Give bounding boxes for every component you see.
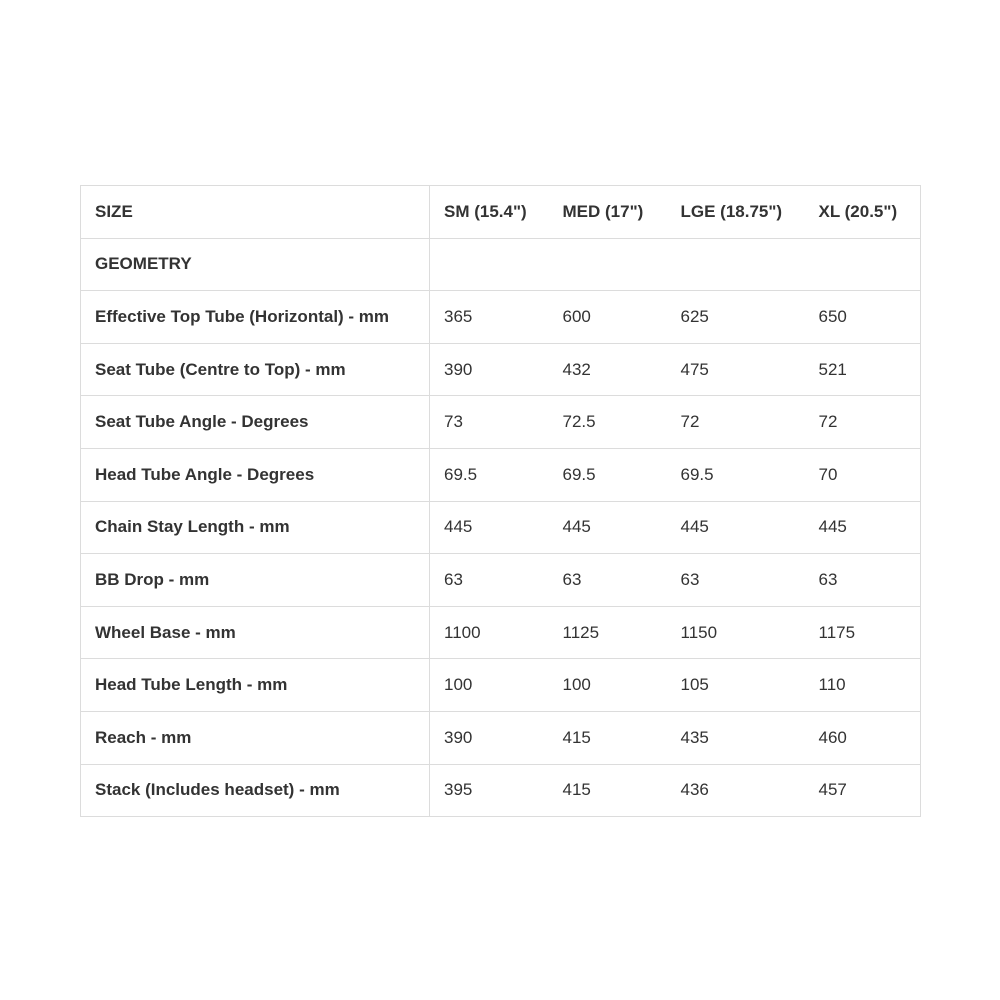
row-label: Stack (Includes headset) - mm	[81, 764, 430, 817]
section-label: GEOMETRY	[81, 238, 430, 291]
section-row	[81, 238, 921, 291]
cell-sm: 69.5	[430, 448, 549, 501]
size-header-lge: LGE (18.75")	[667, 186, 805, 239]
row-label: Wheel Base - mm	[81, 606, 430, 659]
cell-xl: 72	[805, 396, 921, 449]
cell-xl: 70	[805, 448, 921, 501]
cell-lge: 625	[667, 291, 805, 344]
cell-lge: 69.5	[667, 448, 805, 501]
table-row	[81, 501, 921, 554]
cell-lge: 445	[667, 501, 805, 554]
table-row	[81, 659, 921, 712]
cell-med: 445	[549, 501, 667, 554]
cell-med: 69.5	[549, 448, 667, 501]
cell-lge: 72	[667, 396, 805, 449]
cell-sm: 1100	[430, 606, 549, 659]
size-header-med: MED (17")	[549, 186, 667, 239]
size-header-sm: SM (15.4")	[430, 186, 549, 239]
cell-xl: 63	[805, 554, 921, 607]
cell-xl: 650	[805, 291, 921, 344]
cell-xl: 457	[805, 764, 921, 817]
cell-sm: 73	[430, 396, 549, 449]
cell-med: 415	[549, 711, 667, 764]
table-row	[81, 554, 921, 607]
cell-xl: 110	[805, 659, 921, 712]
row-label: Effective Top Tube (Horizontal) - mm	[81, 291, 430, 344]
cell-med: 1125	[549, 606, 667, 659]
table-row	[81, 606, 921, 659]
cell-lge: 63	[667, 554, 805, 607]
row-label: Seat Tube Angle - Degrees	[81, 396, 430, 449]
row-label: BB Drop - mm	[81, 554, 430, 607]
cell-xl: 460	[805, 711, 921, 764]
cell-xl: 445	[805, 501, 921, 554]
row-label: Seat Tube (Centre to Top) - mm	[81, 343, 430, 396]
table-row	[81, 711, 921, 764]
cell-med: 432	[549, 343, 667, 396]
table-row	[81, 343, 921, 396]
cell-lge: 475	[667, 343, 805, 396]
cell-sm: 63	[430, 554, 549, 607]
cell-med: 600	[549, 291, 667, 344]
table-row	[81, 448, 921, 501]
cell-med: 63	[549, 554, 667, 607]
cell-lge: 435	[667, 711, 805, 764]
table-row	[81, 291, 921, 344]
size-header-label: SIZE	[81, 186, 430, 239]
row-label: Chain Stay Length - mm	[81, 501, 430, 554]
cell-med: 72.5	[549, 396, 667, 449]
cell-sm: 395	[430, 764, 549, 817]
cell-lge: 436	[667, 764, 805, 817]
cell-sm: 100	[430, 659, 549, 712]
cell-xl: 1175	[805, 606, 921, 659]
cell-sm: 445	[430, 501, 549, 554]
geometry-table	[80, 185, 921, 817]
cell-sm: 390	[430, 343, 549, 396]
cell-med: 415	[549, 764, 667, 817]
cell-sm: 390	[430, 711, 549, 764]
row-label: Head Tube Length - mm	[81, 659, 430, 712]
cell-med: 100	[549, 659, 667, 712]
header-row	[81, 186, 921, 239]
row-label: Reach - mm	[81, 711, 430, 764]
table-row	[81, 396, 921, 449]
size-header-xl: XL (20.5")	[805, 186, 921, 239]
table-row	[81, 764, 921, 817]
cell-lge: 1150	[667, 606, 805, 659]
row-label: Head Tube Angle - Degrees	[81, 448, 430, 501]
section-empty-cell	[430, 238, 921, 291]
cell-xl: 521	[805, 343, 921, 396]
cell-sm: 365	[430, 291, 549, 344]
cell-lge: 105	[667, 659, 805, 712]
